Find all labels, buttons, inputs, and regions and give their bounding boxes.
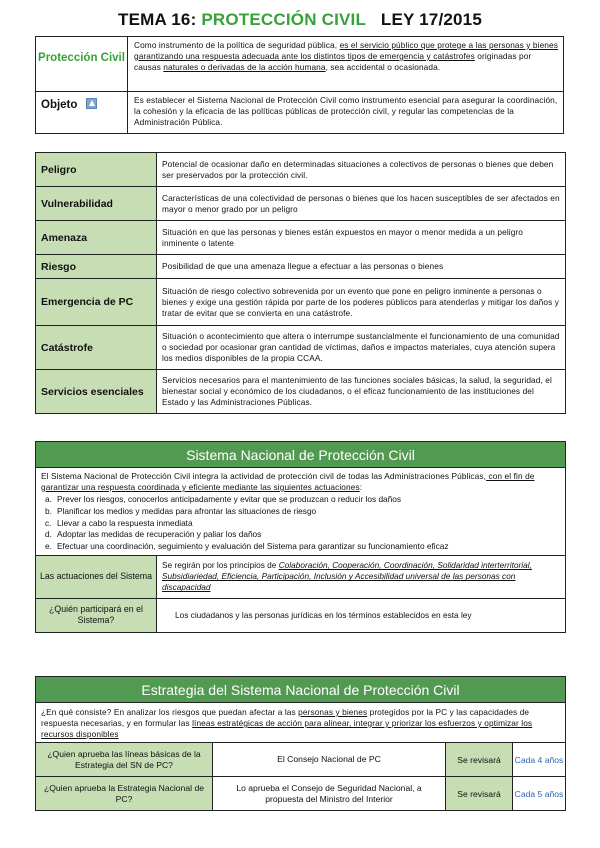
- definition-term: Amenaza: [36, 221, 157, 255]
- estrategia-question: ¿Quien aprueba la Estrategia Nacional de PC?: [36, 777, 213, 810]
- definition-row: [36, 326, 566, 370]
- estrategia-question: ¿Quien aprueba las líneas básicas de la Estrategia del SN de PC?: [36, 743, 213, 776]
- definition-row: [36, 370, 566, 414]
- definition-term: Vulnerabilidad: [36, 187, 157, 221]
- pc-definition: Como instrumento de la política de seguridad pública, es el servicio público que protege a las personas y bienes garantizando una respuesta adecuada ante los distintos tipos de emergencia y catástrofes originadas por causas naturales o derivadas de la acción humana, sea accidental o ocasionada.: [128, 37, 564, 92]
- list-item: [41, 506, 560, 518]
- estrategia-frequency: Cada 5 años: [514, 788, 564, 799]
- estrategia-review: Se revisará: [446, 743, 513, 776]
- definition-row: [36, 153, 566, 187]
- estrategia-title: Estrategia del Sistema Nacional de Protección Civil: [36, 677, 565, 703]
- title-law: LEY 17/2015: [380, 10, 482, 29]
- definition-term: Emergencia de PC: [36, 279, 157, 326]
- actuaciones-list: [36, 493, 565, 555]
- list-item-text: Prever los riesgos, conocerlos anticipadamente y evitar que se produzcan o reducir los daños: [57, 494, 402, 504]
- definition-row: [36, 221, 566, 255]
- objeto-text: Es establecer el Sistema Nacional de Protección Civil como instrumento esencial para asegurar la coordinación, la cohesión y la eficacia de las políticas públicas de protección civil, y regular las competencias de la Administración Pública.: [128, 92, 564, 134]
- page-title: [0, 10, 600, 30]
- definitions-table: [35, 152, 566, 414]
- estrategia-row: [36, 776, 565, 810]
- sistema-intro: El Sistema Nacional de Protección Civil integra la actividad de protección civil de todas las Administraciones Públicas, con el fin de garantizar una respuesta coordinada y eficiente mediante las siguientes actuaciones:: [41, 471, 535, 492]
- definition-text: Potencial de ocasionar daño en determinadas situaciones a colectivos de personas o bienes que deben ser preservados por la protección civil.: [157, 153, 566, 187]
- actuaciones-text: Se regirán por los principios de Colaboración, Cooperación, Coordinación, Solidaridad interterritorial, Subsidiariedad, Eficiencia, Participación, Inclusión y Accesibilidad universal de las personas con discapacidad: [162, 560, 532, 593]
- list-item-text: Adoptar las medidas de recuperación y paliar los daños: [57, 529, 262, 540]
- pc-label: Protección Civil: [36, 37, 128, 92]
- definition-row: [36, 187, 566, 221]
- definition-text: Servicios necesarios para el mantenimiento de las funciones sociales básicas, la salud, la seguridad, el bienestar social y económico de los ciudadanos, o el eficaz funcionamiento de las instituciones del Estado y las Administraciones Públicas.: [157, 370, 566, 414]
- intro-table: [35, 36, 564, 134]
- list-item-letter: d.: [45, 529, 52, 540]
- definition-text: Posibilidad de que una amenaza llegue a efectuar a las personas o bienes: [157, 255, 566, 279]
- estrategia-intro: ¿En qué consiste? En analizar los riesgos que puedan afectar a las personas y bienes protegidos por la PC y las capacidades de respuesta necesarias, y en formular las líneas estratégicas de acción para alinear, integrar y priorizar los esfuerzos y optimizar los recursos disponibles: [41, 707, 533, 739]
- estrategia-frequency: Cada 4 años: [514, 754, 564, 765]
- objeto-label: Objeto: [36, 92, 128, 134]
- list-item-letter: b.: [45, 505, 52, 516]
- list-item-text: Efectuar una coordinación, seguimiento y evaluación del Sistema para garantizar su funcionamiento eficaz: [57, 541, 449, 552]
- definition-text: Situación o acontecimiento que altera o interrumpe sustancialmente el funcionamiento de una comunidad o sociedad por ocasionar gran cantidad de víctimas, daños e impactos materiales, cuya atención supera los medios disponibles de la propia CCAA.: [157, 326, 566, 370]
- list-item-letter: a.: [45, 494, 52, 504]
- list-item-letter: c.: [45, 517, 52, 528]
- list-item: [41, 494, 560, 506]
- info-arrow-icon[interactable]: [86, 98, 97, 109]
- definition-row: [36, 279, 566, 326]
- list-item: [41, 541, 560, 553]
- actuaciones-label: Las actuaciones del Sistema: [36, 556, 157, 598]
- estrategia-answer: Lo aprueba el Consejo de Seguridad Nacional, a propuesta del Ministro del Interior: [213, 777, 446, 810]
- estrategia-row: [36, 742, 565, 776]
- definition-text: Situación de riesgo colectivo sobrevenida por un evento que pone en peligro inminente a personas o bienes y exige una gestión rápida por parte de los poderes públicos para atenderlas y mitigar los daños y tratar de evitar que se convierta en una catástrofe.: [157, 279, 566, 326]
- sistema-title: Sistema Nacional de Protección Civil: [36, 442, 565, 468]
- list-item-text: Planificar los medios y medidas para afrontar las situaciones de riesgo: [57, 505, 317, 516]
- list-item: [41, 529, 560, 541]
- participa-text: Los ciudadanos y las personas jurídicas en los términos establecidos en esta ley: [175, 609, 472, 620]
- definition-term: Riesgo: [36, 255, 157, 279]
- definition-text: Situación en que las personas y bienes están expuestos en mayor o menor medida a un peligro inminente o latente: [157, 221, 566, 255]
- definition-term: Peligro: [36, 153, 157, 187]
- title-prefix: TEMA 16:: [118, 10, 202, 29]
- definition-term: Catástrofe: [36, 326, 157, 370]
- title-topic: PROTECCIÓN CIVIL: [201, 10, 367, 29]
- definition-text: Características de una colectividad de personas o bienes que los hacen susceptibles de ser afectados en mayor o menor grado por un peligro: [157, 187, 566, 221]
- participa-label: ¿Quién participará en el Sistema?: [36, 599, 157, 632]
- sistema-section: [35, 441, 566, 633]
- estrategia-section: [35, 676, 566, 811]
- definition-term: Servicios esenciales: [36, 370, 157, 414]
- definition-row: [36, 255, 566, 279]
- list-item: [41, 518, 560, 530]
- list-item-text: Llevar a cabo la respuesta inmediata: [57, 517, 193, 528]
- estrategia-answer: El Consejo Nacional de PC: [213, 743, 446, 776]
- estrategia-review: Se revisará: [446, 777, 513, 810]
- list-item-letter: e.: [45, 541, 52, 552]
